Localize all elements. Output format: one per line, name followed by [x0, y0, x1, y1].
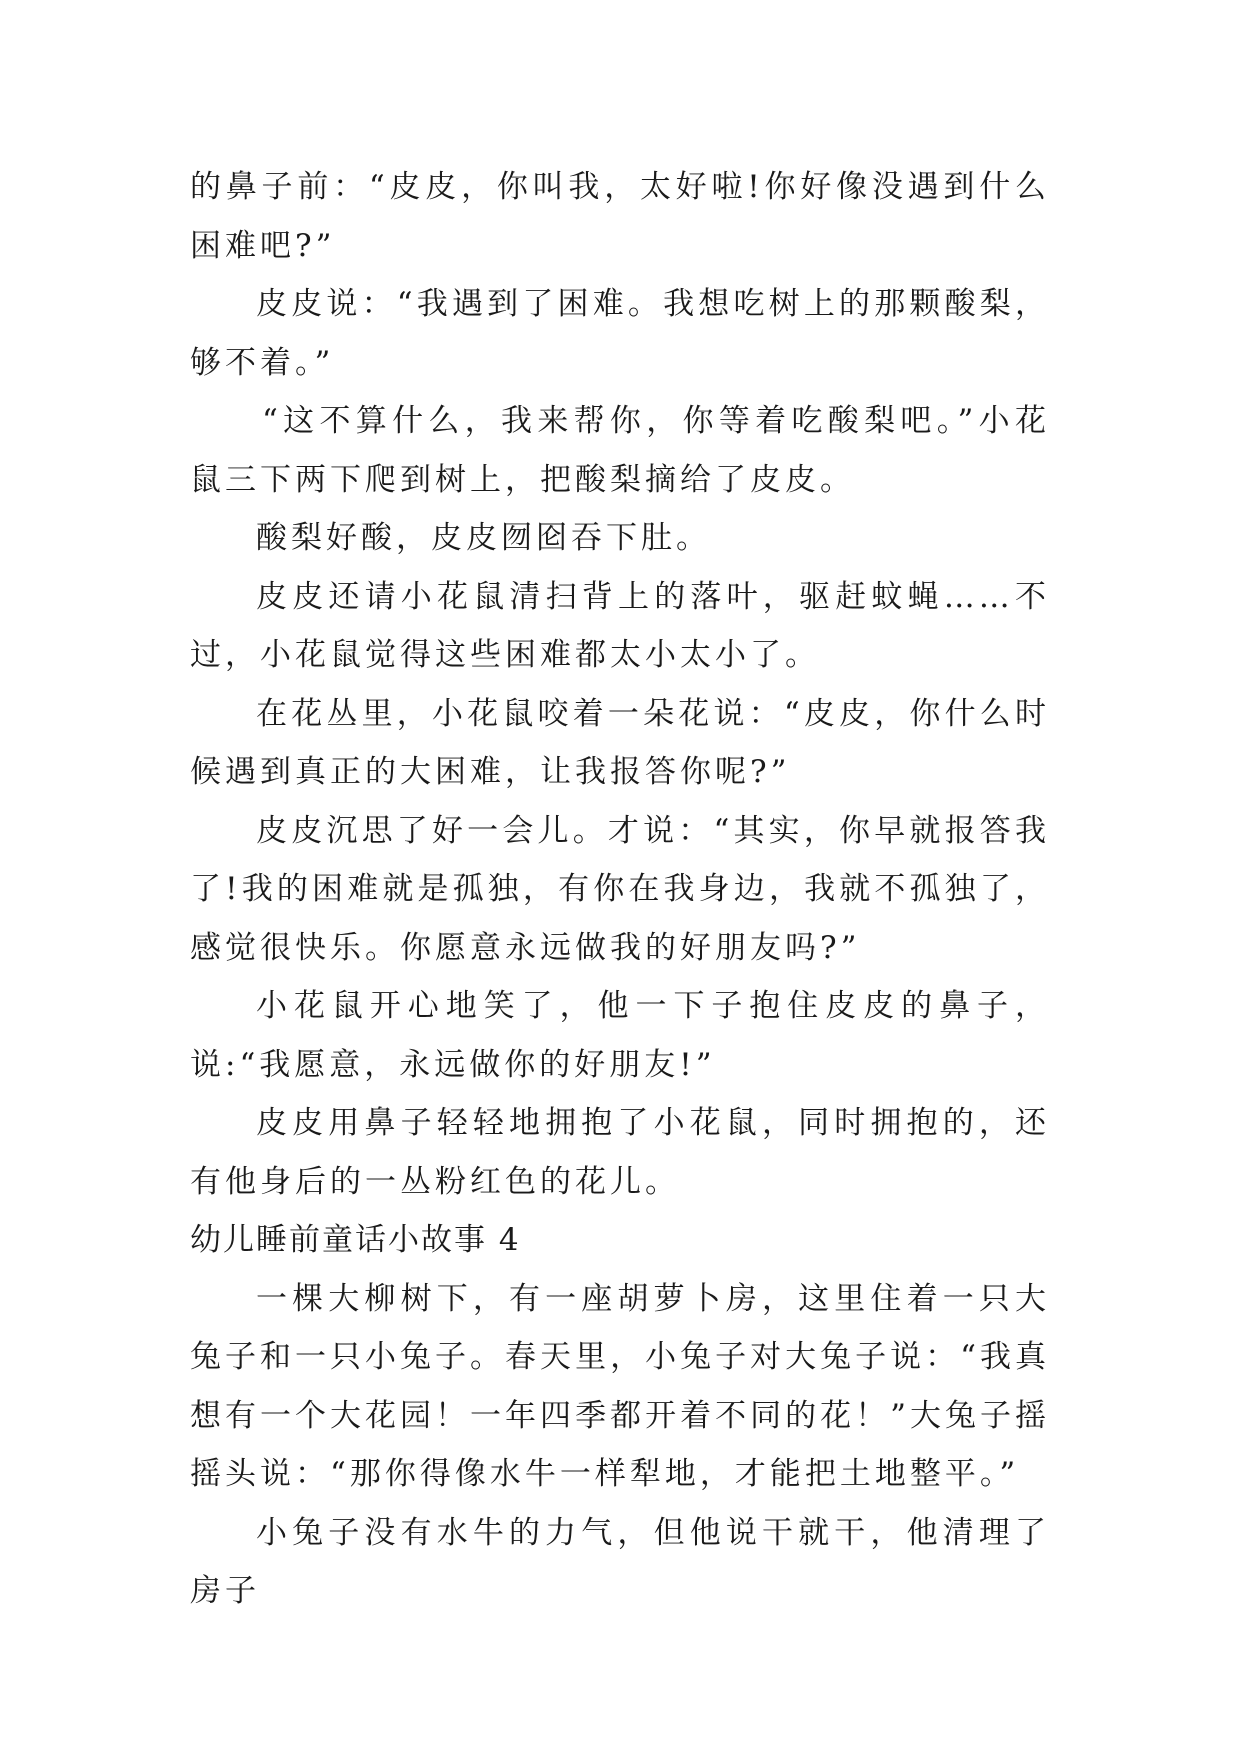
paragraph: 皮皮用鼻子轻轻地拥抱了小花鼠，同时拥抱的，还有他身后的一丛粉红色的花儿。: [190, 1105, 1050, 1200]
paragraph: 皮皮沉思了好一会儿。才说：“其实，你早就报答我了!我的困难就是孤独，有你在我身边，我就不孤独了，感觉很快乐。你愿意永远做我的好朋友吗?”: [190, 812, 1050, 966]
paragraph: “这不算什么，我来帮你，你等着吃酸梨吧。”小花鼠三下两下爬到树上，把酸梨摘给了皮皮。: [190, 403, 1050, 498]
section-title: 幼儿睡前童话小故事 4: [190, 1222, 521, 1258]
paragraph: 皮皮还请小花鼠清扫背上的落叶，驱赶蚊蝇……不过，小花鼠觉得这些困难都太小太小了。: [190, 578, 1050, 673]
paragraph: 酸梨好酸，皮皮囫囵吞下肚。: [256, 520, 711, 556]
paragraph: 皮皮说：“我遇到了困难。我想吃树上的那颗酸梨，够不着。”: [190, 286, 1050, 381]
document-body: [190, 158, 1050, 1621]
paragraph-continuation: 的鼻子前：“皮皮，你叫我，太好啦!你好像没遇到什么困难吧?”: [190, 169, 1050, 264]
paragraph: 小兔子没有水牛的力气，但他说干就干，他清理了房子: [190, 1514, 1050, 1609]
paragraph: 在花丛里，小花鼠咬着一朵花说：“皮皮，你什么时候遇到真正的大困难，让我报答你呢?”: [190, 695, 1050, 790]
paragraph: 小花鼠开心地笑了，他一下子抱住皮皮的鼻子，说:“我愿意，永远做你的好朋友!”: [190, 988, 1050, 1083]
paragraph: 一棵大柳树下，有一座胡萝卜房，这里住着一只大兔子和一只小兔子。春天里，小兔子对大兔子说：“我真想有一个大花园！一年四季都开着不同的花！”大兔子摇摇头说：“那你得像水牛一样犁地，才能把土地整平。”: [190, 1280, 1050, 1492]
